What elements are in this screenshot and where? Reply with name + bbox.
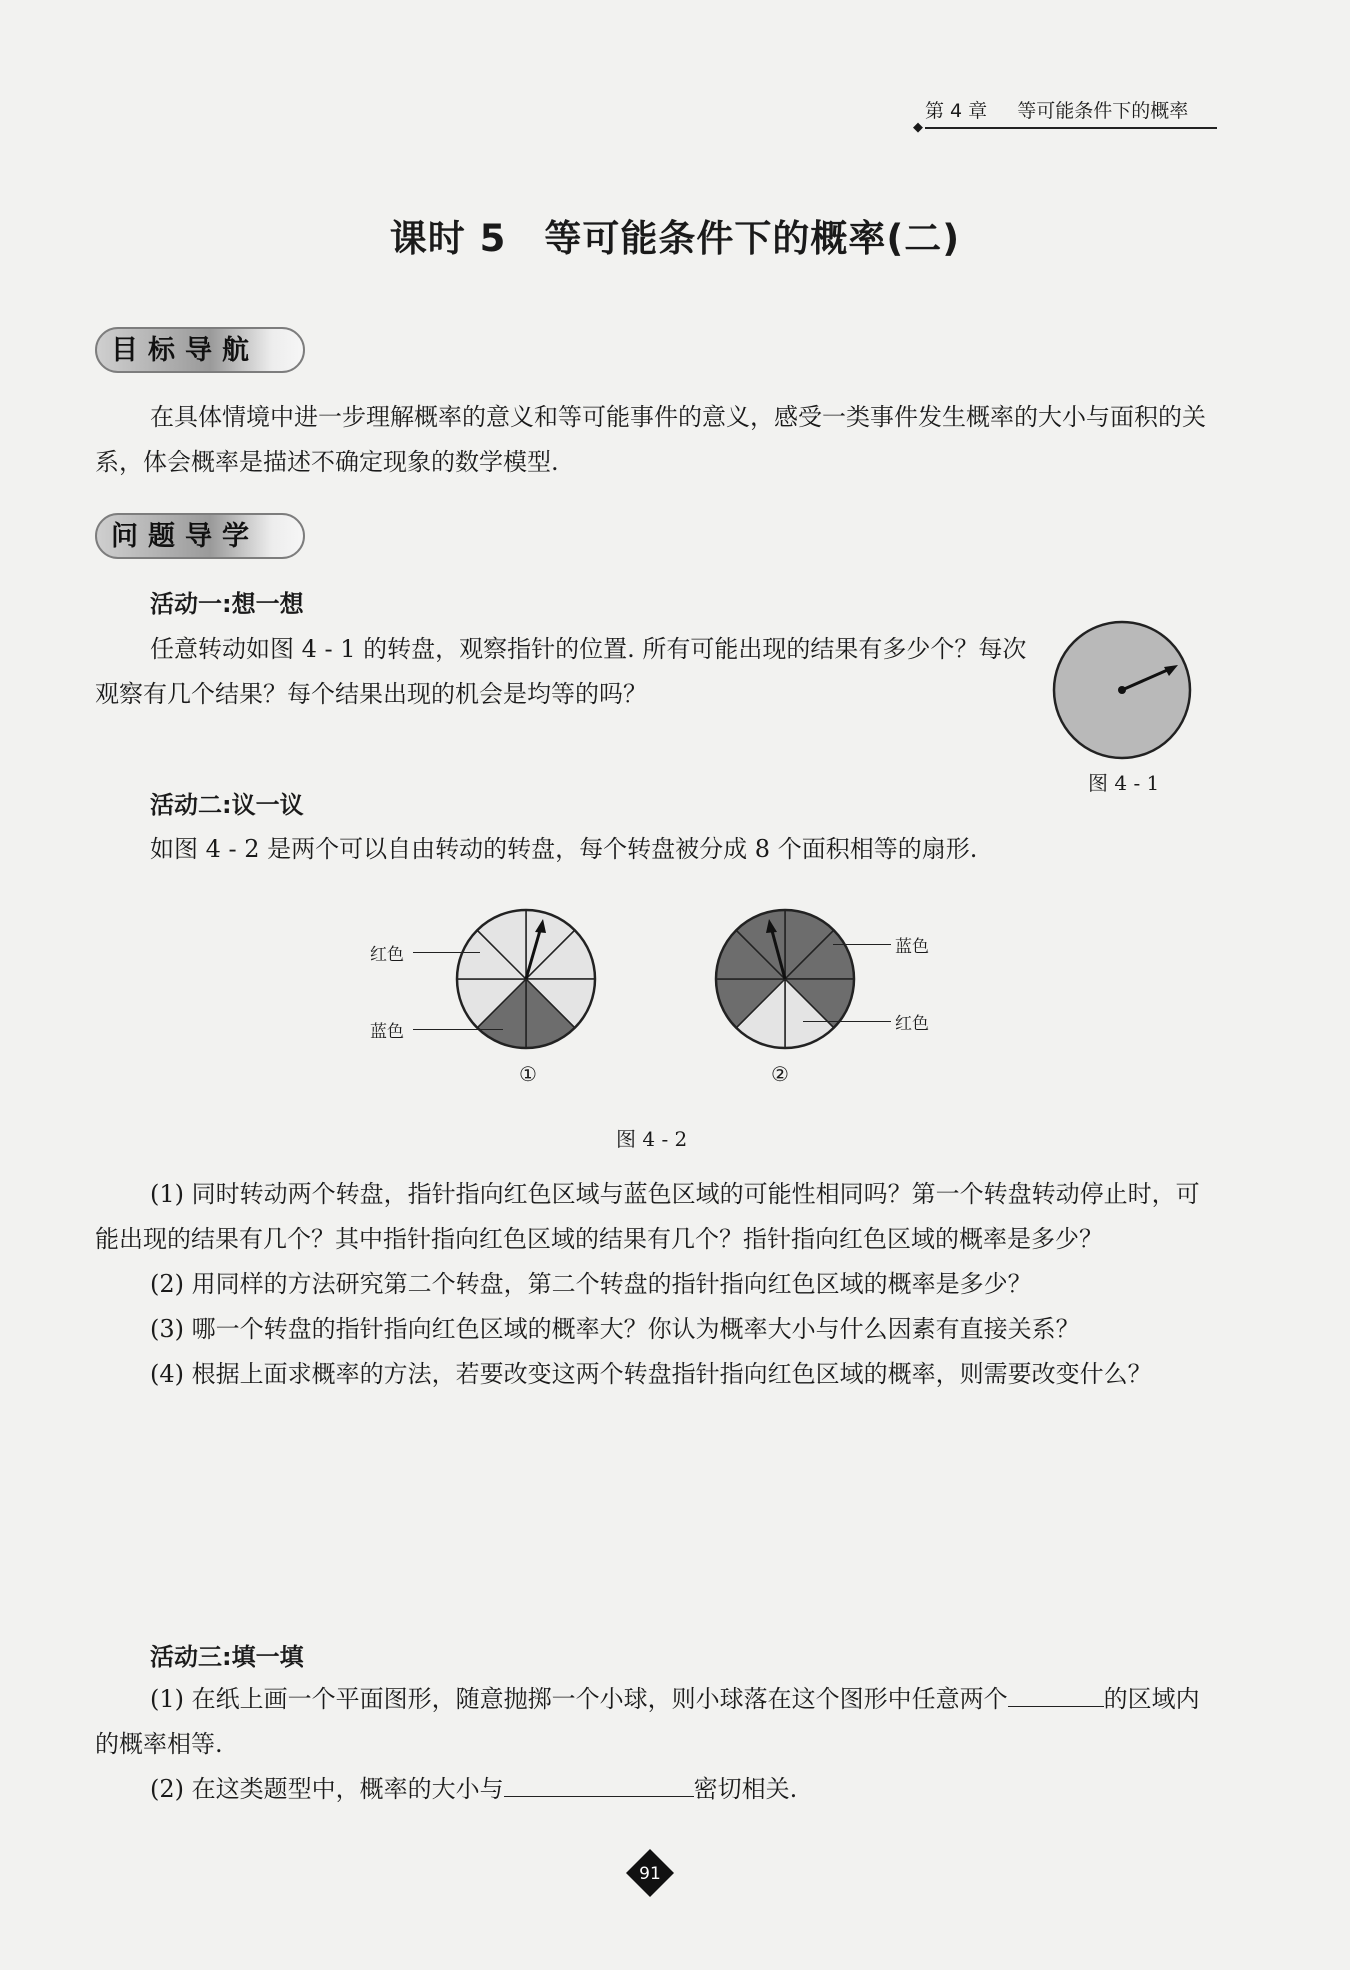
activity1-title: 活动一:想一想	[150, 590, 304, 618]
spinner-1-number: ①	[519, 1062, 537, 1086]
leader-line	[413, 1029, 503, 1030]
goal-paragraph	[95, 395, 1213, 485]
question-1: (1) 同时转动两个转盘，指针指向红色区域与蓝色区域的可能性相同吗？第一个转盘转动停止时，可能出现的结果有几个？其中指针指向红色区域的结果有几个？指针指向红色区域的概率是多少？	[95, 1180, 1200, 1253]
fill-question-2	[95, 1767, 1213, 1812]
leader-line	[413, 952, 480, 953]
activity2-questions	[95, 1172, 1213, 1397]
spinner-2-label-blue: 蓝色	[895, 937, 929, 957]
leader-line	[833, 944, 891, 945]
figure-4-1-spinner	[1050, 618, 1195, 763]
diamond-icon: ◆	[913, 120, 923, 135]
question-4: (4) 根据上面求概率的方法，若要改变这两个转盘指针指向红色区域的概率，则需要改变什么？	[150, 1360, 1152, 1388]
answer-blank-2[interactable]	[504, 1770, 694, 1797]
figure-4-2-spinner-2	[714, 908, 856, 1050]
figure-4-2-caption: 图 4 - 2	[616, 1127, 688, 1151]
figure-4-1-caption: 图 4 - 1	[1088, 771, 1160, 795]
chapter-title: 等可能条件下的概率	[1017, 100, 1189, 122]
section-badge-goal: 目标导航	[95, 327, 305, 373]
section-badge-guide: 问题导学	[95, 513, 305, 559]
fill-question-2-end: 密切相关.	[693, 1775, 798, 1803]
chapter-number: 第 4 章	[925, 100, 988, 122]
activity2-paragraph	[95, 827, 1213, 872]
running-header	[913, 96, 1217, 135]
question-3: (3) 哪一个转盘的指针指向红色区域的概率大？你认为概率大小与什么因素有直接关系？	[150, 1315, 1080, 1343]
spinner-pivot	[1118, 686, 1126, 694]
page-number-badge	[625, 1848, 675, 1898]
activity2-title: 活动二:议一议	[150, 791, 304, 819]
leader-line	[803, 1021, 891, 1022]
activity3-paragraph	[95, 1677, 1213, 1812]
goal-text: 在具体情境中进一步理解概率的意义和等可能事件的意义，感受一类事件发生概率的大小与面积的关系，体会概率是描述不确定现象的数学模型.	[95, 403, 1206, 476]
activity2-text: 如图 4 - 2 是两个可以自由转动的转盘，每个转盘被分成 8 个面积相等的扇形.	[150, 835, 978, 863]
lesson-title: 课时 5 等可能条件下的概率(二)	[389, 217, 961, 260]
fill-question-1-end: 的区域内的概率相等.	[95, 1685, 1200, 1758]
activity1-paragraph	[95, 627, 1045, 717]
spinner-1-label-red: 红色	[370, 945, 404, 965]
answer-blank-1[interactable]	[1008, 1680, 1104, 1707]
spinner-1-label-blue: 蓝色	[370, 1022, 404, 1042]
question-2: (2) 用同样的方法研究第二个转盘，第二个转盘的指针指向红色区域的概率是多少？	[150, 1270, 1032, 1298]
spinner-2-number: ②	[771, 1062, 789, 1086]
fill-question-1-text: (1) 在纸上画一个平面图形，随意抛掷一个小球，则小球落在这个图形中任意两个	[150, 1685, 1008, 1713]
activity1-text: 任意转动如图 4 - 1 的转盘，观察指针的位置. 所有可能出现的结果有多少个？每次观察有几个结果？每个结果出现的机会是均等的吗？	[95, 635, 1027, 708]
page-number: 91	[639, 1864, 661, 1884]
fill-question-1	[95, 1677, 1213, 1767]
fill-question-2-text: (2) 在这类题型中，概率的大小与	[150, 1775, 504, 1803]
activity3-title: 活动三:填一填	[150, 1643, 304, 1671]
spinner-2-label-red: 红色	[895, 1014, 929, 1034]
